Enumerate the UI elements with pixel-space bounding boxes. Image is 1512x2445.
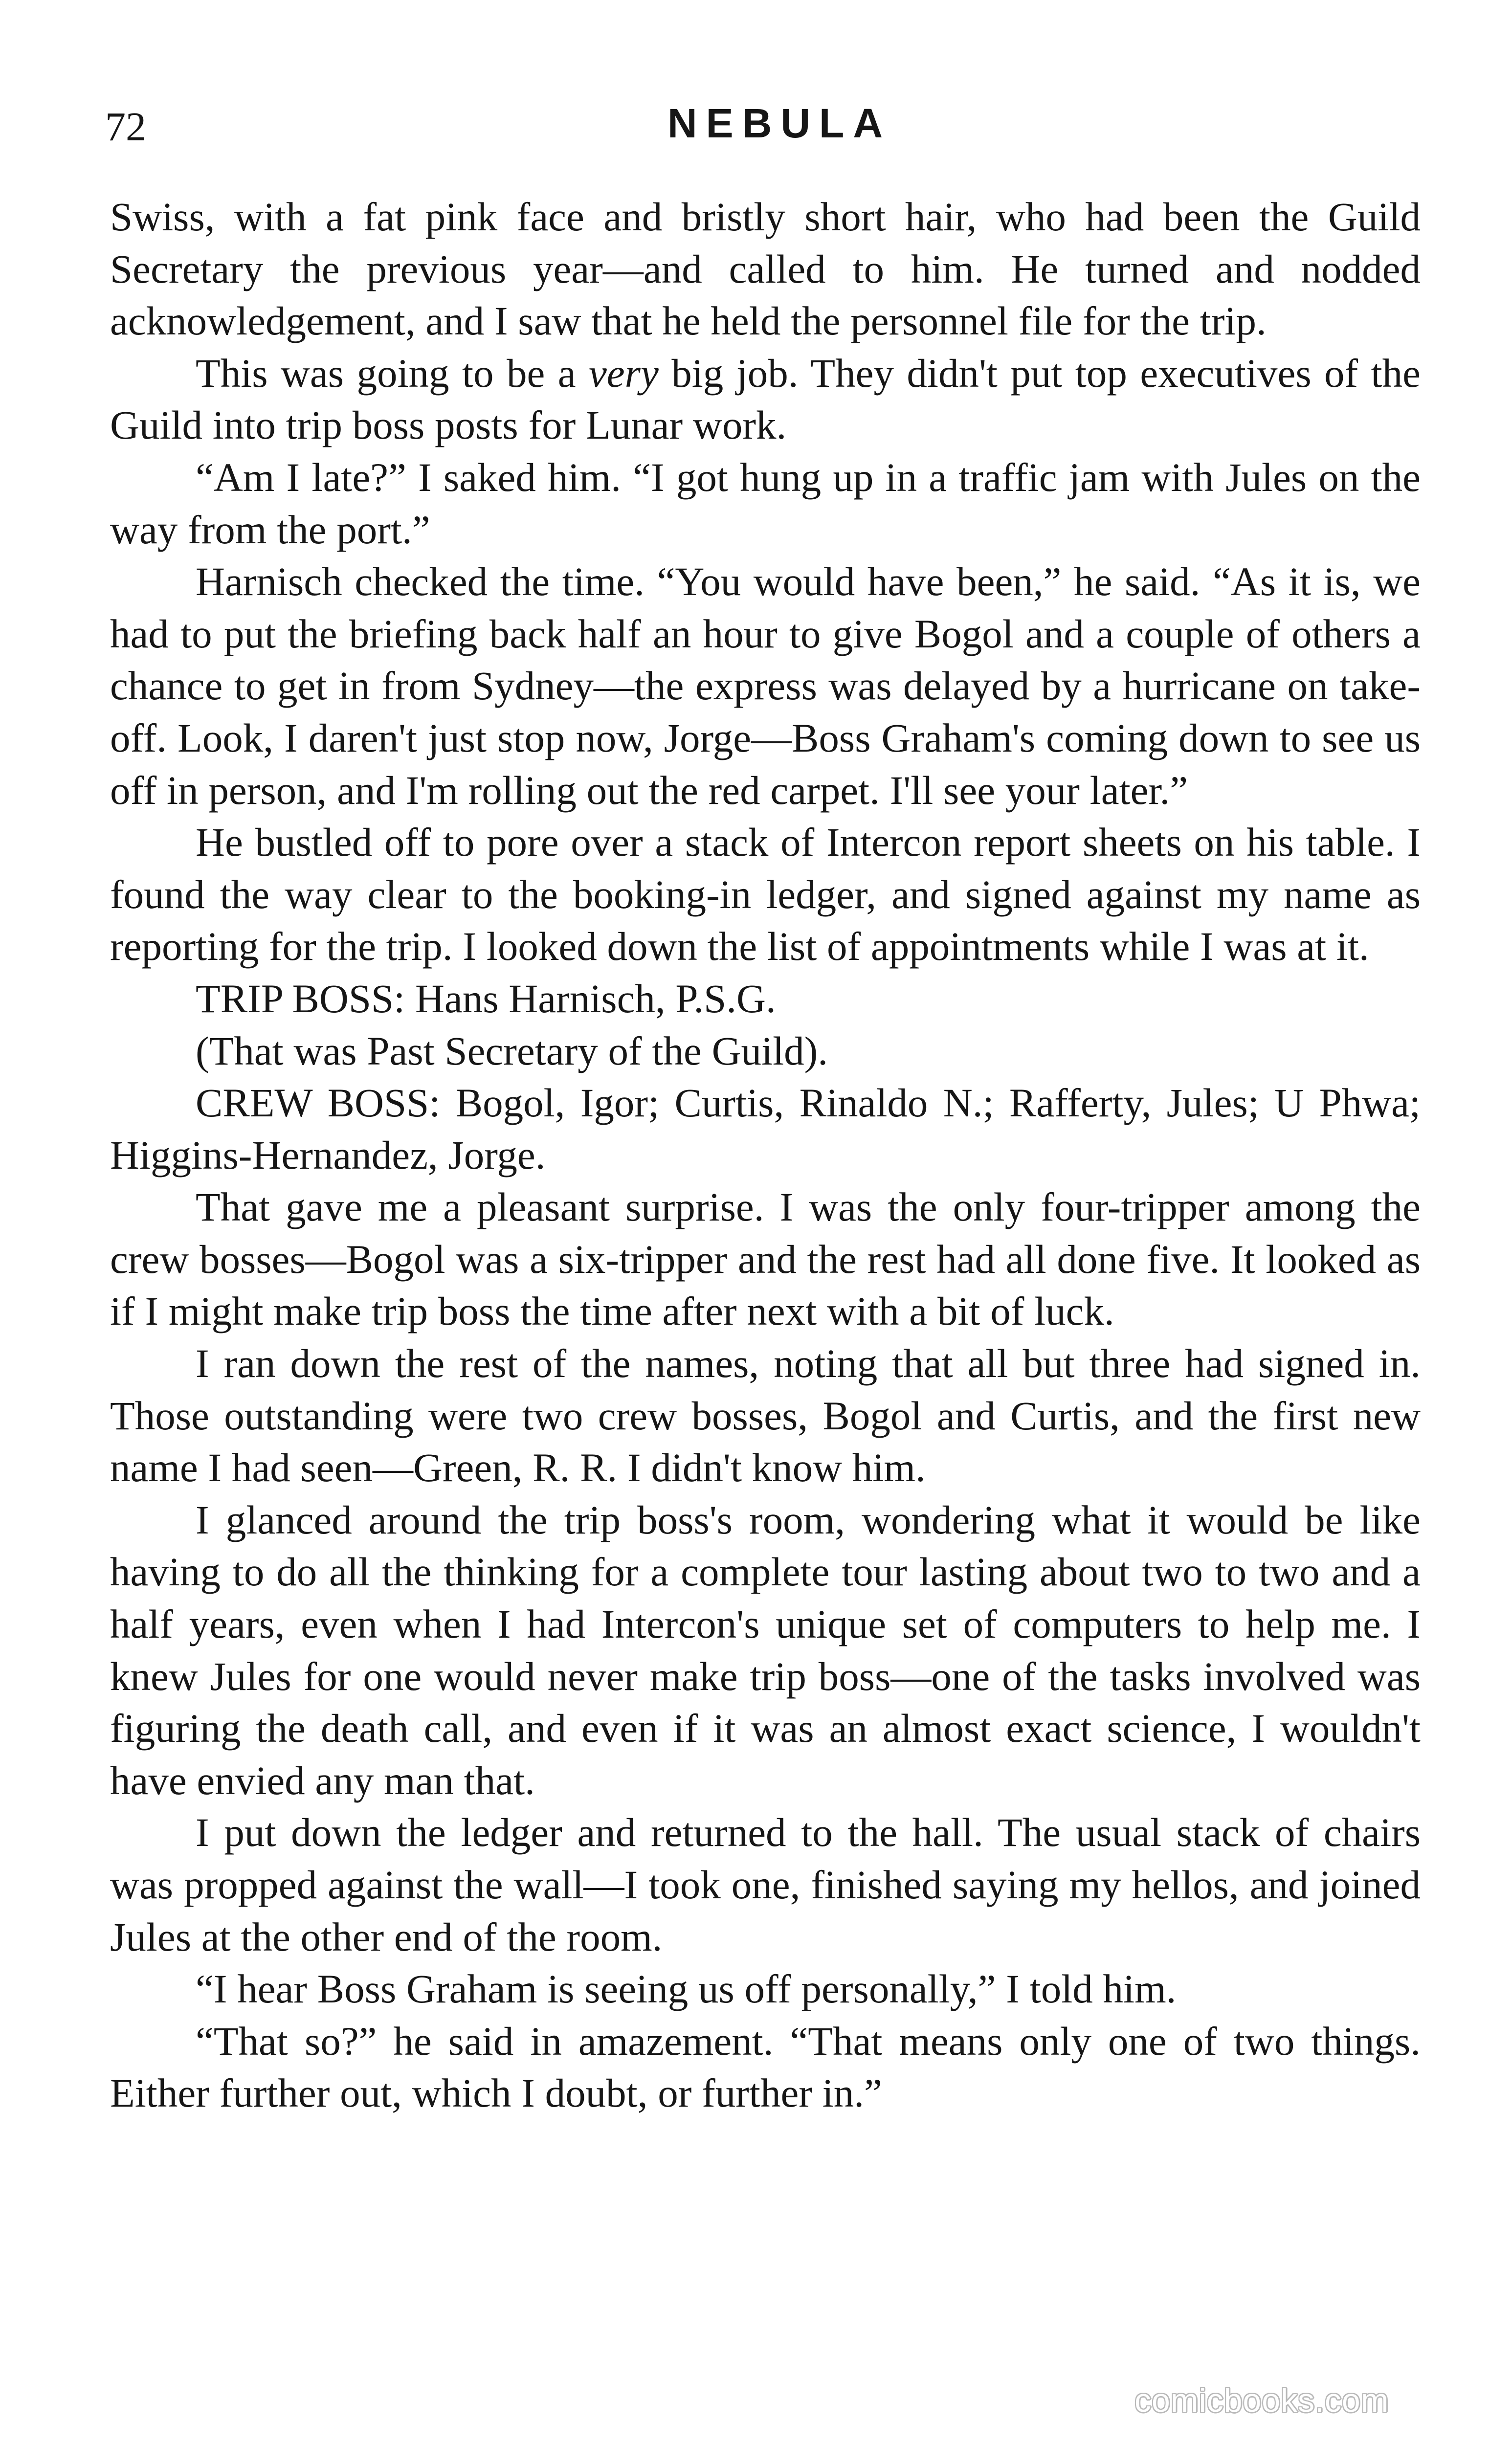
paragraph: That gave me a pleasant surprise. I was the only four-tripper among the crew bosses—Bogol was a six-tripper and the rest had all done five. It looked as if I might make trip boss the time after next with a bit of luck. bbox=[110, 1184, 1421, 1334]
appointment-line: CREW BOSS: Bogol, Igor; Curtis, Rinaldo N.; Rafferty, Jules; U Phwa; Higgins-Hernandez, Jorge. bbox=[110, 1080, 1421, 1178]
paragraph: “I hear Boss Graham is seeing us off personally,” I told him. bbox=[196, 1966, 1177, 2012]
text-run: This was going to be a bbox=[196, 350, 589, 396]
watermark: comicbooks.com bbox=[1134, 2382, 1389, 2419]
running-title: NEBULA bbox=[667, 100, 891, 146]
paragraph: Harnisch checked the time. “You would have been,” he said. “As it is, we had to put the briefing back half an hour to give Bogol and a couple of others a chance to get in from Sydney—the express was delayed by a hurricane on take-off. Look, I daren't just stop now, Jorge—Boss Graham's coming down to see us off in person, and I'm rolling out the red carpet. I'll see your later.” bbox=[110, 559, 1421, 813]
text-run: big job. They didn't put top executives of the Guild into trip boss posts for Lunar work. bbox=[110, 350, 1421, 448]
paragraph bbox=[110, 347, 1421, 451]
emphasis-text: very bbox=[588, 350, 659, 396]
paragraph: Swiss, with a fat pink face and bristly short hair, who had been the Guild Secretary the previous year—and called to him. He turned and nodded acknowledgement, and I saw that he held the personnel file for the trip. bbox=[110, 194, 1421, 344]
paragraph: “Am I late?” I saked him. “I got hung up in a traffic jam with Jules on the way from the port.” bbox=[110, 454, 1421, 552]
paragraph: I put down the ledger and returned to the hall. The usual stack of chairs was propped against the wall—I took one, finished saying my hellos, and joined Jules at the other end of the room. bbox=[110, 1810, 1421, 1959]
page-header bbox=[105, 93, 1416, 156]
appointment-line: TRIP BOSS: Hans Harnisch, P.S.G. bbox=[196, 976, 776, 1021]
paragraph: “That so?” he said in amazement. “That means only one of two things. Either further out, which I doubt, or further in.” bbox=[110, 2018, 1421, 2116]
paragraph: He bustled off to pore over a stack of Intercon report sheets on his table. I found the way clear to the booking-in ledger, and signed against my name as reporting for the trip. I looked down the list of appointments while I was at it. bbox=[110, 820, 1421, 969]
appointment-note: (That was Past Secretary of the Guild). bbox=[196, 1028, 828, 1073]
paragraph: I glanced around the trip boss's room, wondering what it would be like having to do all the thinking for a complete tour lasting about two to two and a half years, even when I had Intercon's unique set of computers to help me. I knew Jules for one would never make trip boss—one of the tasks involved was figuring the death call, and even if it was an almost exact science, I wouldn't have envied any man that. bbox=[110, 1497, 1421, 1803]
body-text bbox=[110, 191, 1421, 2119]
page-number: 72 bbox=[105, 104, 146, 150]
paragraph: I ran down the rest of the names, noting that all but three had signed in. Those outstanding were two crew bosses, Bogol and Curtis, and the first new name I had seen—Green, R. R. I didn't know him. bbox=[110, 1341, 1421, 1490]
